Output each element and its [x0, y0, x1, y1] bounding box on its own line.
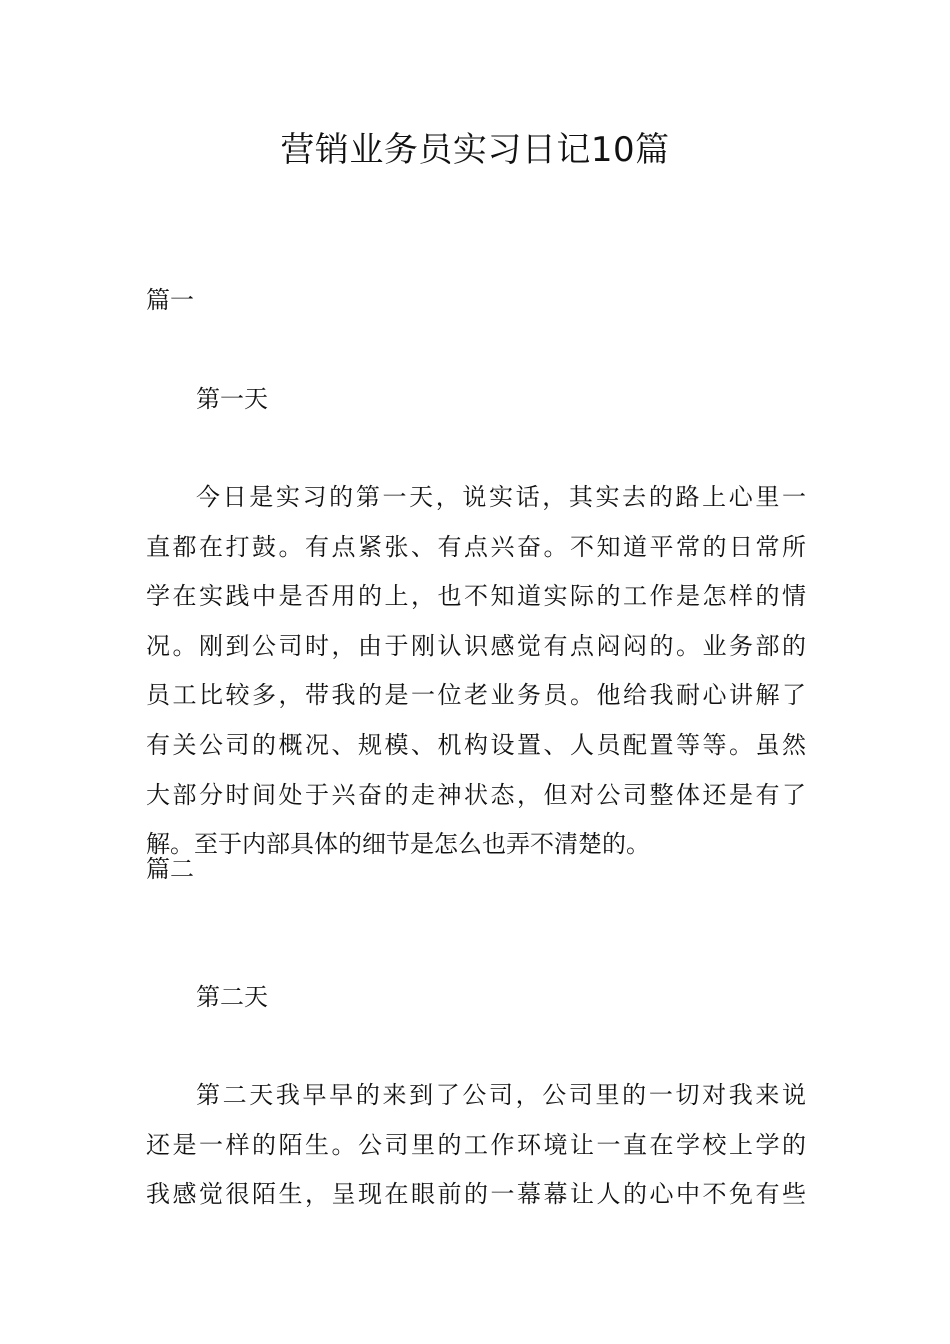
- paragraph-1-line: 解。至于内部具体的细节是怎么也弄不清楚的。: [146, 830, 650, 859]
- paragraph-2-line: 我感觉很陌生，呈现在眼前的一幕幕让人的心中不免有些: [146, 1180, 806, 1209]
- paragraph-1-line: 学在实践中是否用的上，也不知道实际的工作是怎样的情: [146, 582, 806, 611]
- paragraph-1-line: 大部分时间处于兴奋的走神状态，但对公司整体还是有了: [146, 780, 806, 809]
- document-title: 营销业务员实习日记10篇: [280, 130, 670, 170]
- paragraph-2-line: 还是一样的陌生。公司里的工作环境让一直在学校上学的: [146, 1130, 806, 1159]
- day-heading-1: 第一天: [196, 385, 268, 413]
- paragraph-2: [146, 1071, 806, 1220]
- section-heading-2: 篇二: [146, 855, 194, 883]
- paragraph-2-line: 第二天我早早的来到了公司，公司里的一切对我来说: [196, 1081, 806, 1109]
- day-heading-2: 第二天: [196, 983, 268, 1011]
- paragraph-1-line: 今日是实习的第一天，说实话，其实去的路上心里一: [196, 483, 806, 511]
- paragraph-1: [146, 473, 806, 870]
- paragraph-1-line: 况。刚到公司时，由于刚认识感觉有点闷闷的。业务部的: [146, 631, 806, 660]
- paragraph-1-line: 员工比较多，带我的是一位老业务员。他给我耐心讲解了: [146, 681, 806, 710]
- paragraph-1-line: 有关公司的概况、规模、机构设置、人员配置等等。虽然: [146, 730, 806, 759]
- section-heading-1: 篇一: [146, 286, 194, 314]
- paragraph-1-line: 直都在打鼓。有点紧张、有点兴奋。不知道平常的日常所: [146, 532, 806, 561]
